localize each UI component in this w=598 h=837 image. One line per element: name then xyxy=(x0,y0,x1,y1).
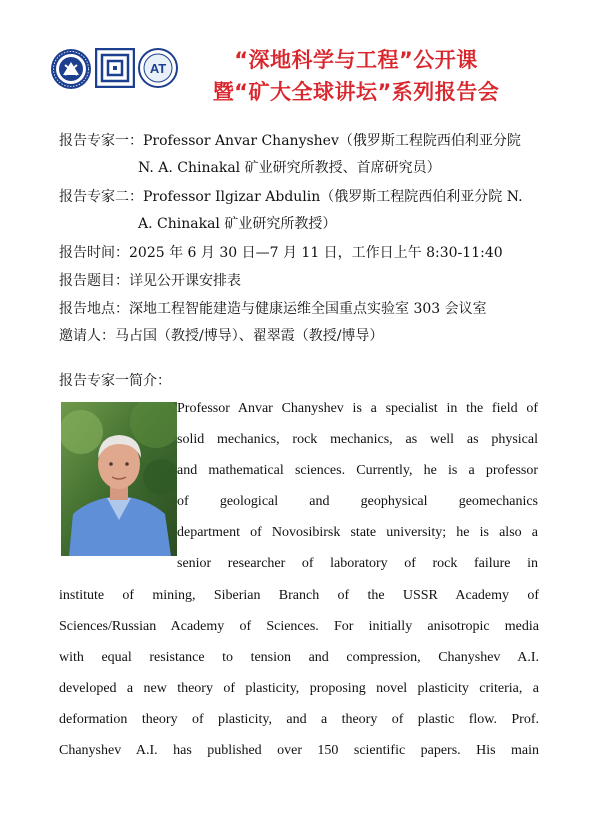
expert2-line1: 报告专家二：Professor Ilgizar Abdulin（俄罗斯工程院西伯利亚分院 N. xyxy=(59,189,523,205)
bio-line-3: and mathematical sciences. Currently, he is a professor xyxy=(177,463,538,478)
academy-logo-letters: AT xyxy=(149,61,167,76)
speaker-photo xyxy=(61,402,177,556)
page-title-line2: 暨“矿大全球讲坛”系列报告会 xyxy=(212,80,500,104)
laboratory-square-logo xyxy=(95,48,135,88)
expert1-line1: 报告专家一：Professor Anvar Chanyshev（俄罗斯工程院西伯利亚分院 xyxy=(59,133,521,149)
bio-line-10: developed a new theory of plasticity, proposing novel plasticity criteria, a xyxy=(59,681,539,696)
page-title-line1: “深地科学与工程”公开课 xyxy=(234,48,478,72)
speaker-portrait xyxy=(61,402,177,556)
bio-line-4: of geological and geophysical geomechanics xyxy=(177,494,538,509)
bio-line-1: Professor Anvar Chanyshev is a specialist in the field of xyxy=(177,401,538,416)
bio-line-7: institute of mining, Siberian Branch of the USSR Academy of xyxy=(59,588,539,603)
bio-line-5: department of Novosibirsk state university; he is also a xyxy=(177,525,538,540)
expert2-line2: A. Chinakal 矿业研究所教授） xyxy=(138,216,337,232)
bio-line-6: senior researcher of laboratory of rock failure in xyxy=(177,556,538,571)
expert1-line2: N. A. Chinakal 矿业研究所教授、首席研究员） xyxy=(138,160,441,176)
header-logos xyxy=(50,48,178,92)
intro-heading: 报告专家一简介： xyxy=(59,373,171,389)
bio-line-12: Chanyshev A.I. has published over 150 scientific papers. His main xyxy=(59,743,539,758)
academy-round-logo xyxy=(138,48,178,88)
report-topic: 报告题目：详见公开课安排表 xyxy=(59,273,241,289)
inviter: 邀请人：马占国（教授/博导）、翟翠霞（教授/博导） xyxy=(59,328,384,344)
university-seal-logo xyxy=(50,48,92,90)
bio-line-11: deformation theory of plasticity, and a theory of plastic flow. Prof. xyxy=(59,712,539,727)
bio-line-8: Sciences/Russian Academy of Sciences. For initially anisotropic media xyxy=(59,619,539,634)
report-time: 报告时间：2025 年 6 月 30 日—7 月 11 日，工作日上午 8:30-11:40 xyxy=(59,245,503,261)
report-location: 报告地点：深地工程智能建造与健康运维全国重点实验室 303 会议室 xyxy=(59,301,487,317)
bio-line-2: solid mechanics, rock mechanics, as well as physical xyxy=(177,432,538,447)
bio-line-9: with equal resistance to tension and compression, Chanyshev A.I. xyxy=(59,650,539,665)
